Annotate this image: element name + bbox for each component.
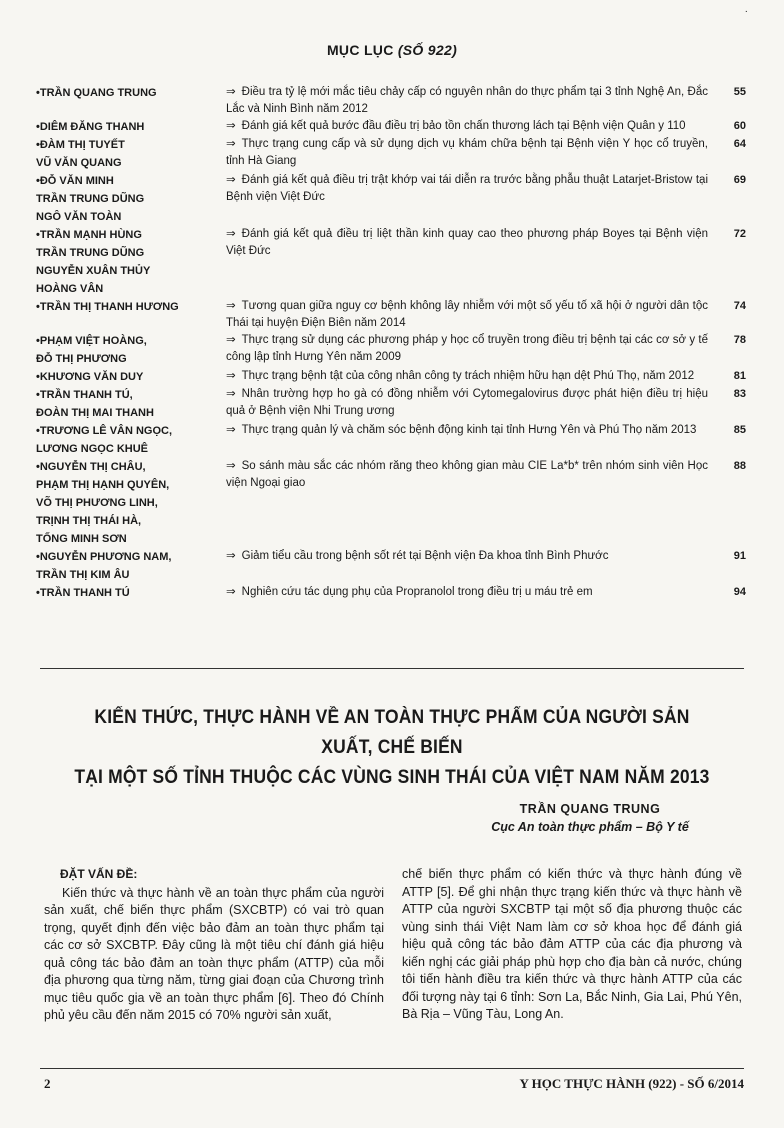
toc-entry: [36, 118, 746, 136]
toc-author: NGÔ VĂN TOÀN: [36, 211, 122, 223]
toc-authors: [36, 368, 226, 386]
toc-author: •NGUYỄN PHƯƠNG NAM,: [36, 551, 172, 563]
toc-authors: [36, 332, 226, 368]
toc-page-number: 78: [733, 334, 746, 346]
toc-author: •TRƯƠNG LÊ VÂN NGỌC,: [36, 425, 173, 437]
toc-entry-text: Tương quan giữa nguy cơ bệnh không lây nhiễm với một số yếu tố xã hội ở người dân tộc Thái tại huyện Điện Biên năm 2014: [226, 300, 708, 329]
toc-author: HOÀNG VÂN: [36, 283, 104, 295]
toc-authors: [36, 298, 226, 316]
toc-entry-title: [226, 226, 708, 260]
toc-authors: [36, 422, 226, 458]
footer-page-number: 2: [44, 1076, 51, 1091]
toc-entry-text: Giảm tiểu cầu trong bệnh sốt rét tại Bệnh viện Đa khoa tỉnh Bình Phước: [241, 550, 609, 562]
author-name: TRẦN QUANG TRUNG: [519, 802, 661, 816]
toc-title: [0, 42, 784, 58]
toc-author: •DIÊM ĐĂNG THANH: [36, 121, 145, 133]
article-title-line-2: TẠI MỘT SỐ TỈNH THUỘC CÁC VÙNG SINH THÁI CỦA VIỆT NAM NĂM 2013: [74, 767, 710, 788]
toc-authors: [36, 584, 226, 602]
toc-entry: [36, 84, 746, 118]
toc-entry-title: [226, 136, 708, 170]
toc-page-number: 64: [733, 138, 746, 150]
toc-entry-text: Đánh giá kết quả điều trị trật khớp vai tái diễn ra trước bằng phẫu thuật Latarjet-Bristow tại Bệnh viện Việt Đức: [226, 174, 708, 203]
paragraph-left: Kiến thức và thực hành về an toàn thực phẩm của người sản xuất, chế biến thực phẩm (SXCBTP) có vai trò quan trọng, quyết định đến việc bảo đảm an toàn thực phẩm tại các cơ sở SXCBTP. Đây cũng là một tiêu chí đánh giá hiệu quả công tác bảo đảm an toàn thực phẩm (ATTP) của mỗi địa phương qua từng năm, từng giai đoạn của Chương trình mục tiêu quốc gia về an toàn thực phẩm [6]. Theo đó Chính phủ yêu cầu đến năm 2015 có 70% người sản xuất,: [44, 885, 384, 1022]
toc-entry-title: [226, 332, 708, 366]
corner-mark: ·: [744, 6, 748, 17]
toc-entry-title: [226, 172, 708, 206]
toc-entry-title: [226, 118, 708, 135]
toc-authors: [36, 548, 226, 584]
toc-page-number: 85: [733, 424, 746, 436]
toc-author: •TRẦN QUANG TRUNG: [36, 87, 157, 99]
toc-entry-title: [226, 368, 708, 385]
toc-authors: [36, 458, 226, 548]
toc-entry-title: [226, 298, 708, 332]
toc-author: •NGUYỄN THỊ CHÂU,: [36, 461, 146, 473]
toc-page-number: 72: [733, 228, 746, 240]
toc-entry-title: [226, 422, 708, 439]
toc-author: TRẦN TRUNG DŨNG: [36, 247, 145, 259]
author-affiliation: Cục An toàn thực phẩm – Bộ Y tế: [491, 820, 689, 834]
arrow-icon: ⇒: [226, 334, 236, 346]
toc-entry: [36, 172, 746, 226]
toc-entry-text: Thực trạng bệnh tật của công nhân công ty trách nhiệm hữu hạn dệt Phú Thọ, năm 2012: [241, 370, 695, 382]
arrow-icon: ⇒: [226, 174, 236, 186]
arrow-icon: ⇒: [226, 86, 236, 98]
toc-entry-title: [226, 84, 708, 118]
toc-authors: [36, 172, 226, 226]
toc-page-number: 55: [733, 86, 746, 98]
arrow-icon: ⇒: [226, 300, 236, 312]
toc-entry-text: Điều tra tỷ lệ mới mắc tiêu chảy cấp có nguyên nhân do thực phẩm tại 3 tỉnh Nghệ An, Đắc Lắc và Ninh Bình năm 2012: [226, 86, 708, 115]
toc-author: VÕ THỊ PHƯƠNG LINH,: [36, 497, 158, 509]
arrow-icon: ⇒: [226, 120, 236, 132]
toc-entry-text: Thực trạng cung cấp và sử dụng dịch vụ khám chữa bệnh tại Bệnh viện Y học cổ truyền, tỉnh Hà Giang: [226, 138, 708, 167]
toc-issue: (SỐ 922): [397, 42, 458, 58]
toc-entry-text: Đánh giá kết quả bước đầu điều trị bảo tồn chấn thương lách tại Bệnh viện Quân y 110: [241, 120, 686, 132]
toc-author: •PHẠM VIỆT HOÀNG,: [36, 335, 147, 347]
toc-author: TRẦN THỊ KIM ÂU: [36, 569, 130, 581]
section-divider: [40, 668, 744, 669]
arrow-icon: ⇒: [226, 388, 236, 400]
toc-entry-title: [226, 548, 708, 565]
toc-authors: [36, 136, 226, 172]
author-block: [440, 800, 740, 836]
paragraph-right: chế biến thực phẩm có kiến thức và thực hành đúng về ATTP [5]. Để ghi nhận thực trạng kiến thức và thực hành về ATTP của người SXCBTP tại một số địa phương thuộc các vùng sinh thái Việt Nam làm cơ sở khoa học để đánh giá hiệu quả công tác bảo đảm ATTP của các địa phương và kiến nghị các giải pháp phù hợp cho địa bàn cả nước, chúng tôi tiến hành điều tra kiến thức và thực hành ATTP của các đối tượng này tại 6 tỉnh: Sơn La, Bắc Ninh, Gia Lai, Phú Yên, Bà Rịa – Vũng Tàu, Long An.: [402, 867, 742, 1021]
toc-author: VŨ VĂN QUANG: [36, 157, 122, 169]
table-of-contents: [36, 84, 746, 602]
toc-authors: [36, 226, 226, 298]
toc-author: •TRẦN THANH TÚ,: [36, 389, 133, 401]
footer-journal: Y HỌC THỰC HÀNH (922) - SỐ 6/2014: [519, 1076, 744, 1091]
arrow-icon: ⇒: [226, 460, 236, 472]
arrow-icon: ⇒: [226, 550, 236, 562]
toc-entry-text: Nhân trường hợp ho gà có đồng nhiễm với Cytomegalovirus được phát hiện điều trị hiệu quả ở Bệnh viện Nhi Trung ương: [226, 388, 708, 417]
toc-entry-title: [226, 386, 708, 420]
arrow-icon: ⇒: [226, 138, 236, 150]
toc-page-number: 94: [733, 586, 746, 598]
toc-author: •ĐÀM THỊ TUYẾT: [36, 139, 125, 151]
toc-author: TRỊNH THỊ THÁI HÀ,: [36, 515, 142, 527]
toc-author: LƯƠNG NGỌC KHUÊ: [36, 443, 149, 455]
toc-entry: [36, 584, 746, 602]
toc-entry: [36, 458, 746, 548]
toc-entry: [36, 368, 746, 386]
body-column-left: [44, 866, 384, 1025]
toc-page-number: 60: [733, 120, 746, 132]
toc-page-number: 83: [733, 388, 746, 400]
toc-author: PHẠM THỊ HẠNH QUYÊN,: [36, 479, 170, 491]
toc-author: TỐNG MINH SƠN: [36, 533, 127, 545]
toc-page-number: 69: [733, 174, 746, 186]
toc-author: ĐỖ THỊ PHƯƠNG: [36, 353, 127, 365]
toc-authors: [36, 84, 226, 102]
toc-authors: [36, 386, 226, 422]
toc-author: NGUYỄN XUÂN THỦY: [36, 265, 151, 277]
article-title-line-1: KIẾN THỨC, THỰC HÀNH VỀ AN TOÀN THỰC PHẨM CỦA NGƯỜI SẢN XUẤT, CHẾ BIẾN: [94, 707, 690, 758]
toc-author: •ĐỖ VĂN MINH: [36, 175, 114, 187]
toc-entry: [36, 386, 746, 422]
toc-entry-text: Đánh giá kết quả điều trị liệt thần kinh quay cao theo phương pháp Boyes tại Bệnh viện Việt Đức: [226, 228, 708, 257]
toc-authors: [36, 118, 226, 136]
toc-entry-title: [226, 584, 708, 601]
arrow-icon: ⇒: [226, 424, 236, 436]
toc-author: •KHƯƠNG VĂN DUY: [36, 371, 144, 383]
toc-author: •TRẦN THANH TÚ: [36, 587, 130, 599]
toc-entry: [36, 332, 746, 368]
toc-entry-text: So sánh màu sắc các nhóm răng theo không gian màu CIE La*b* trên nhóm sinh viên Học viện Ngoại giao: [226, 460, 708, 489]
arrow-icon: ⇒: [226, 228, 236, 240]
body-column-right: [402, 866, 742, 1024]
article-title: [68, 703, 716, 793]
toc-entry-title: [226, 458, 708, 492]
footer-divider: [40, 1068, 744, 1069]
arrow-icon: ⇒: [226, 586, 236, 598]
toc-page-number: 81: [733, 370, 746, 382]
toc-entry: [36, 136, 746, 172]
toc-entry: [36, 226, 746, 298]
arrow-icon: ⇒: [226, 370, 236, 382]
toc-author: TRẦN TRUNG DŨNG: [36, 193, 145, 205]
toc-author: •TRẦN MẠNH HÙNG: [36, 229, 142, 241]
toc-entry: [36, 298, 746, 332]
toc-page-number: 74: [733, 300, 746, 312]
toc-author: ĐOÀN THỊ MAI THANH: [36, 407, 154, 419]
toc-page-number: 88: [733, 460, 746, 472]
toc-author: •TRẦN THỊ THANH HƯƠNG: [36, 301, 179, 313]
toc-entry: [36, 422, 746, 458]
toc-entry: [36, 548, 746, 584]
toc-title-text: MỤC LỤC: [326, 42, 394, 58]
section-heading: ĐẶT VẤN ĐỀ:: [60, 867, 138, 881]
toc-entry-text: Thực trạng sử dụng các phương pháp y học cổ truyền trong điều trị bệnh tại các cơ sở y tế công lập tỉnh Hưng Yên năm 2009: [226, 334, 708, 363]
toc-entry-text: Nghiên cứu tác dụng phụ của Propranolol trong điều trị u máu trẻ em: [241, 586, 593, 598]
toc-entry-text: Thực trạng quản lý và chăm sóc bệnh động kinh tại tỉnh Hưng Yên và Phú Thọ năm 2013: [241, 424, 697, 436]
toc-page-number: 91: [733, 550, 746, 562]
